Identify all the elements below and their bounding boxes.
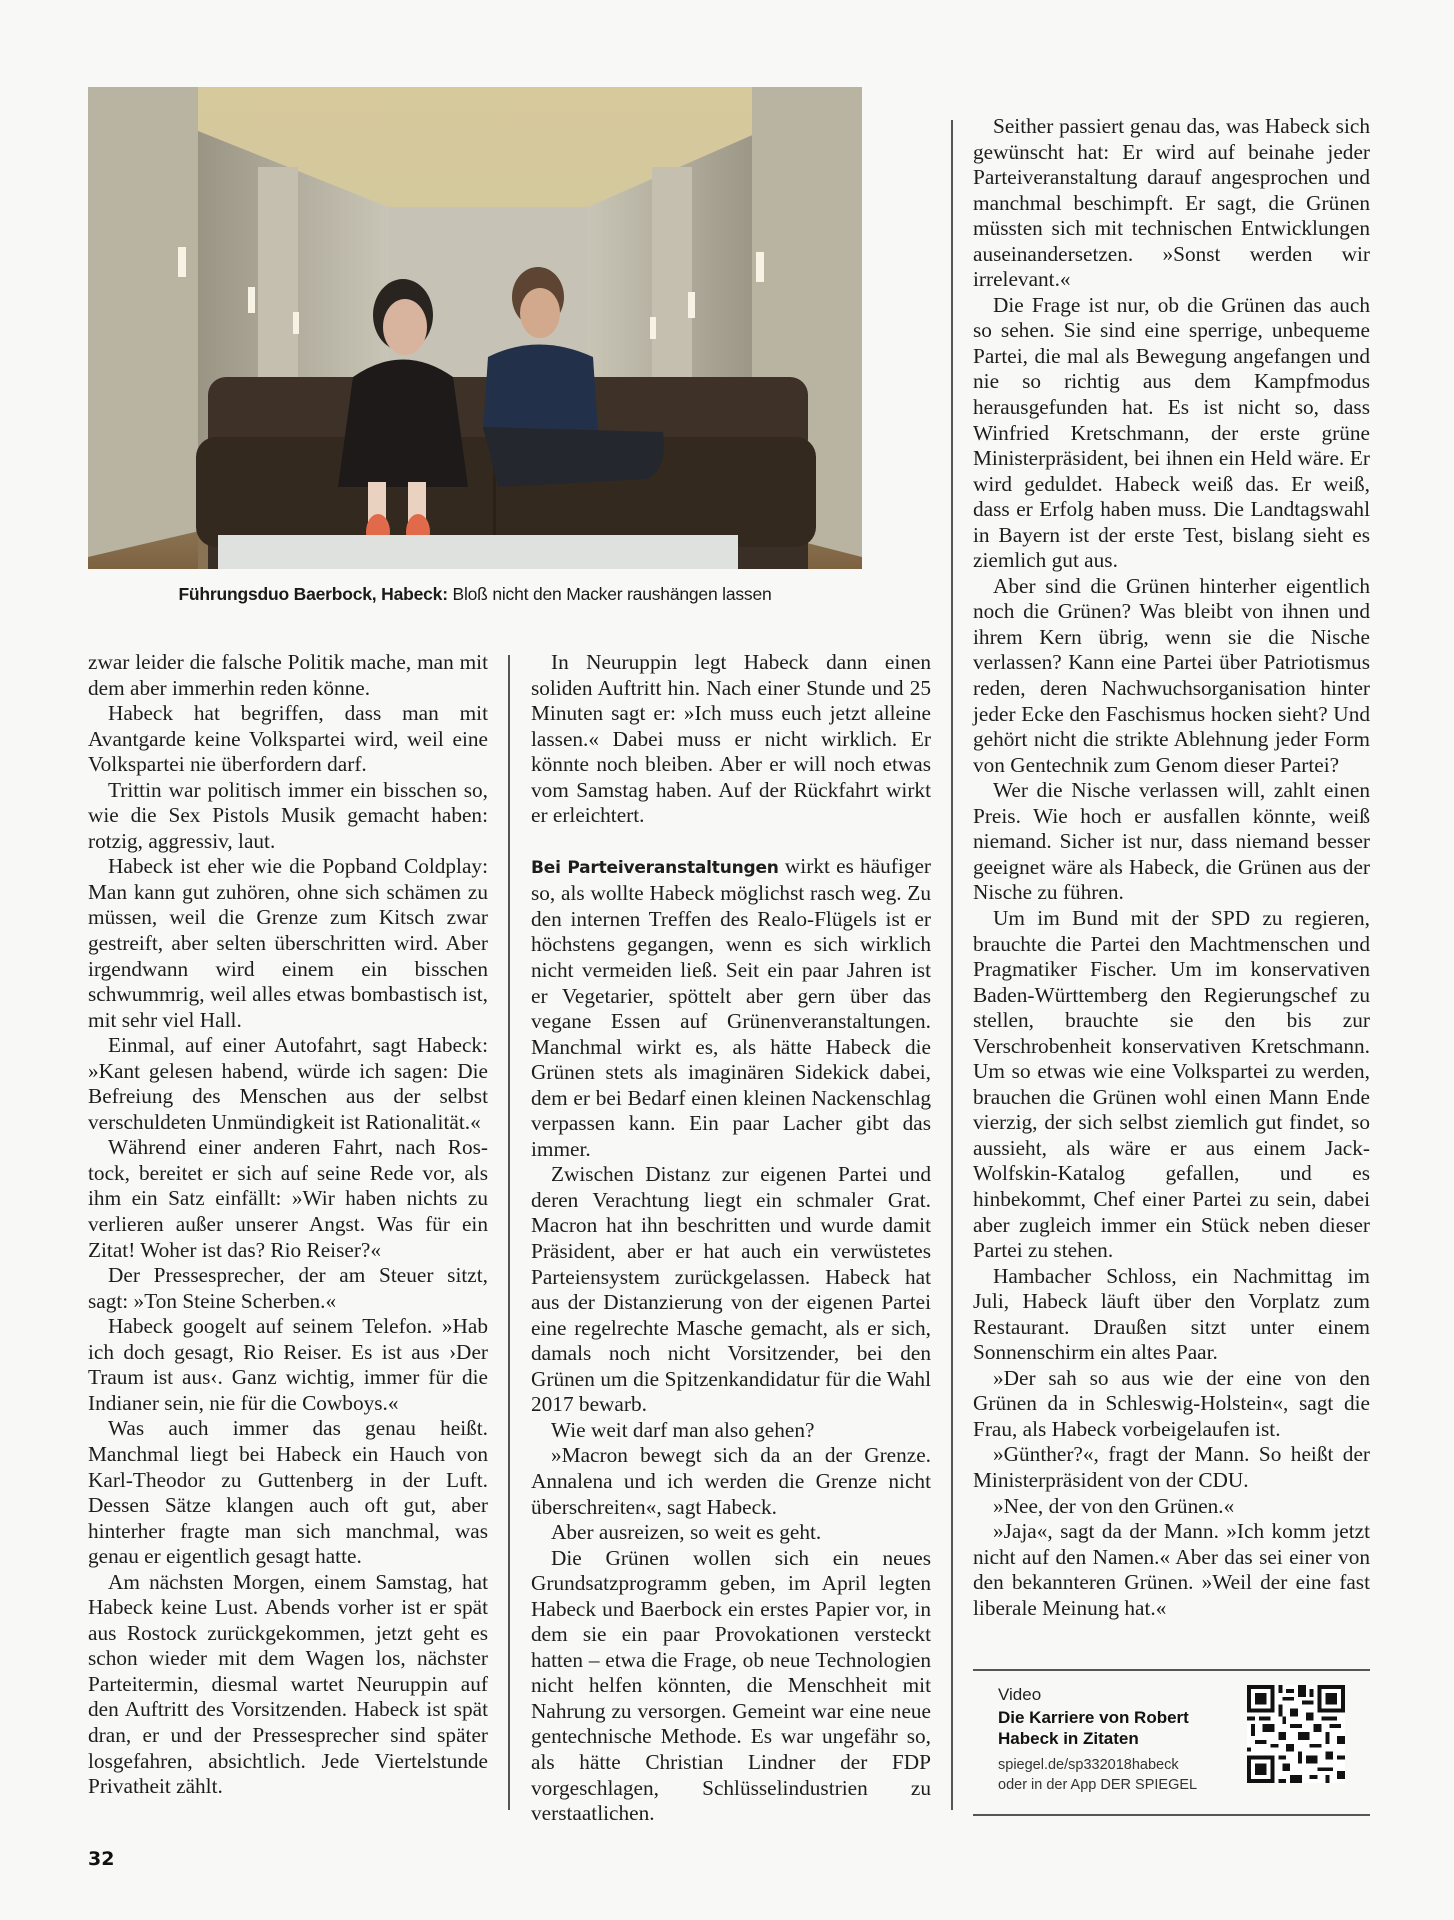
- paragraph: »Der sah so aus wie der eine von den Grünen da in Schleswig-Holstein«, sagt die Frau, als Habeck vorbeigelaufen ist.: [973, 1365, 1370, 1441]
- article-column-2: [531, 650, 931, 1827]
- paragraph: Einmal, auf einer Autofahrt, sagt Habeck: »Kant gelesen habend, würde ich sagen: Die Befreiung des Menschen aus der selbst verschuldeten Unmündigkeit ist Rationalität.«: [88, 1033, 488, 1134]
- video-link[interactable]: [998, 1755, 1197, 1795]
- paragraph: Was auch immer das genau heißt. Manchmal liegt bei Habeck ein Hauch von Karl-Theodor zu Guttenberg in der Luft. Dessen Sätze klangen auch oft gut, aber hinterher fragte man sich manchmal, was genau er eigentlich gesagt hatte.: [88, 1416, 488, 1569]
- video-title[interactable]: Die Karriere von Robert Habeck in Zitaten: [998, 1708, 1189, 1748]
- caption-text: Bloß nicht den Macker raushängen lassen: [447, 584, 772, 604]
- paragraph: Am nächsten Morgen, einem Samstag, hat Habeck keine Lust. Abends vorher ist er spät aus Rostock zurückgekommen, jetzt geht es schon wieder mit dem Wagen los, nächster Parteitermin, diesmal wartet Neuruppin auf den Auftritt des Vorsitzenden. Habeck ist spät dran, er und der Pressesprecher sind später losgefahren, absichtlich. Jede Viertelstunde Privatheit zählt.: [88, 1569, 488, 1799]
- caption-bold: Führungsduo Baerbock, Habeck:: [178, 584, 448, 604]
- video-label: Video: [998, 1685, 1042, 1704]
- photo-illustration: [88, 87, 862, 569]
- paragraph: »Macron bewegt sich da an der Grenze. Annalena und ich werden die Grenze nicht überschreiten«, sagt Habeck.: [531, 1443, 931, 1519]
- paragraph: Die Grünen wollen sich ein neues Grundsatzprogramm geben, im April legten Habeck und Baerbock ein erstes Papier vor, in dem sie ein paar Provokationen versteckt hatten – etwa die Frage, ob neue Technologien nicht helfen könnten, die Menschheit mit Nahrung zu versorgen. Gemeint war eine neue gentechnische Methode. Es war ungefähr so, als hätte Christian Lindner der FDP vorgeschlagen, Schlüsselindustrien zu verstaatlichen.: [531, 1545, 931, 1826]
- column-divider: [508, 655, 510, 1810]
- paragraph: Trittin war politisch immer ein bisschen so, wie die Sex Pistols Musik gemacht haben: rotzig, aggressiv, laut.: [88, 777, 488, 853]
- paragraph: Aber ausreizen, so weit es geht.: [551, 1520, 822, 1545]
- paragraph: Habeck googelt auf seinem Telefon. »Hab ich doch gesagt, Rio Reiser. Es ist aus ›Der Traum ist aus‹. Ganz wichtig, immer für die Indianer sein, nie für die Cowboys.«: [88, 1314, 488, 1415]
- paragraph: Seither passiert genau das, was Habeck sich gewünscht hat: Er wird auf beinahe jeder Parteiveranstaltung darauf angesprochen und manchmal beschimpft. Er sagt, die Grünen müssten sich mit technischen Entwicklungen auseinandersetzen. »Sonst werden wir irrelevant.«: [973, 114, 1370, 292]
- paragraph: »Günther?«, fragt der Mann. So heißt der Ministerpräsident von der CDU.: [973, 1442, 1370, 1492]
- paragraph: zwar leider die falsche Politik mache, man mit dem aber immerhin reden könne.: [88, 650, 488, 700]
- article-column-1: [88, 650, 488, 1800]
- photo-caption: [88, 584, 862, 605]
- paragraph: Um im Bund mit der SPD zu regieren, brauchte die Partei den Machtmenschen und Pragmatiker Fischer. Um im konservativen Baden-Württemberg den Regierungschef zu stellen, brauchte sie den bis zur Verschrobenheit konservativen Kretschmann. Um so etwas wie eine Volkspartei zu werden, brauchen die Grünen wohl einen Mann Ende vierzig, der sich selbst ziemlich gut findet, so aussieht, als wäre er aus einem Jack-Wolfskin-Katalog gefallen, und es hinbekommt, Chef einer Partei zu sein, dabei aber zugleich immer ein Stück neben dieser Partei zu stehen.: [973, 905, 1370, 1263]
- page-number: 32: [88, 1848, 115, 1870]
- paragraph: Die Frage ist nur, ob die Grünen das auch so sehen. Sie sind eine sperrige, unbequeme Partei, die mal als Bewegung angefangen und nie so richtig aus dem Kampfmodus herausgefunden hat. Es ist nicht so, dass Winfried Kretschmann, der erste grüne Ministerpräsident, bei ihnen ein Held wäre. Er wird geduldet. Habeck weiß das. Er weiß, dass er Erfolg haben muss. Die Landtagswahl in Bayern ist der erste Test, bislang sieht es ziemlich gut aus.: [973, 292, 1370, 573]
- section-paragraph: [531, 854, 931, 1163]
- paragraph: »Nee, der von den Grünen.«: [993, 1493, 1235, 1518]
- paragraph: Wer die Nische verlassen will, zahlt einen Preis. Wie hoch er ausfallen könnte, weiß niemand. Sicher ist nur, dass niemand besser geeignet wäre als Habeck, die Grünen aus der Nische zu führen.: [973, 778, 1370, 905]
- paragraph: Habeck ist eher wie die Popband Coldplay: Man kann gut zuhören, ohne sich schämen zu müssen, weil die Grenze zum Kitsch zwar gestreift, aber selten überschritten wird. Aber irgendwann wird einem ein bisschen schwummrig, weil alles etwas bombastisch ist, mit sehr viel Hall.: [88, 854, 488, 1032]
- section-lead: Bei Parteiveranstaltungen: [531, 857, 779, 878]
- paragraph: Aber sind die Grünen hinterher eigentlich noch die Grünen? Was bleibt von ihnen und ihrem Kern übrig, wenn sie die Nische verlassen? Kann eine Partei über Patriotismus reden, deren Nachwuchsorganisation hinter jeder Ecke den Faschismus hocken sieht? Und gehört nicht die strikte Ablehnung jeder Form von Gentechnik zum Genom dieser Partei?: [973, 573, 1370, 777]
- article-photo: [88, 87, 862, 569]
- paragraph: Während einer anderen Fahrt, nach Rostock, bereitet er sich auf seine Rede vor, als ihm ein Satz einfällt: »Wir haben nichts zu verlieren außer unserer Angst. Was für ein Zitat! Woher ist das? Rio Reiser?«: [88, 1135, 488, 1262]
- paragraph: Der Pressesprecher, der am Steuer sitzt, sagt: »Ton Steine Scherben.«: [88, 1263, 488, 1313]
- paragraph: Hambacher Schloss, ein Nachmittag im Juli, Habeck läuft über den Vorplatz zum Restaurant. Draußen sitzt unter einem Sonnenschirm ein altes Paar.: [973, 1263, 1370, 1365]
- paragraph: Zwischen Distanz zur eigenen Partei und deren Verachtung liegt ein schmaler Grat. Macron hat ihn beschritten und wurde damit Präsident, aber er hat auch ein verwüstetes Parteiensystem zurückgelassen. Habeck hat aus der Distanzierung von der eigenen Partei eine regelrechte Masche gemacht, als er sich, damals noch nicht Vorsitzender, bei den Grünen um die Spitzenkandidatur für die Wahl 2017 bewarb.: [531, 1162, 931, 1417]
- video-url[interactable]: spiegel.de/sp332018habeck: [998, 1757, 1179, 1773]
- column-divider: [951, 120, 953, 1810]
- video-promo-box[interactable]: [973, 1669, 1370, 1816]
- paragraph: Wie weit darf man also gehen?: [551, 1417, 815, 1442]
- article-column-3: [973, 114, 1370, 1621]
- paragraph: In Neuruppin legt Habeck dann einen soliden Auftritt hin. Nach einer Stunde und 25 Minuten sagt er: »Ich muss euch jetzt alleine lassen.« Dabei muss er nicht wirklich. Er könnte noch bleiben. Aber er will noch etwas vom Samstag haben. Auf der Rückfahrt wirkt er erleichtert.: [531, 650, 931, 828]
- section-text: wirkt es häufiger so, als wollte Habeck möglichst rasch weg. Zu den internen Treffen des Realo-Flügels ist er höchstens gegangen, wenn es sich wirklich nicht vermeiden ließ. Seit ein paar Jahren ist er Vegetarier, spöttelt aber gern über das vegane Essen auf Grünenveranstaltungen. Manchmal wirkt es, als hätte Habeck die Grünen stets als imaginären Sidekick dabei, dem er bei Bedarf einen kleinen Nackenschlag verpassen kann. Ein paar Lacher gibt das immer.: [531, 853, 931, 1161]
- paragraph: Habeck hat begriffen, dass man mit Avantgarde keine Volkspartei wird, weil eine Volkspartei nie überfordern darf.: [88, 701, 488, 777]
- qr-code-icon[interactable]: [1247, 1685, 1345, 1783]
- video-app-note: oder in der App DER SPIEGEL: [998, 1777, 1198, 1793]
- paragraph: »Jaja«, sagt da der Mann. »Ich komm jetzt nicht auf den Namen.« Aber das sei einer von den bekannteren Grünen. »Weil der eine fast liberale Meinung hat.«: [973, 1519, 1370, 1620]
